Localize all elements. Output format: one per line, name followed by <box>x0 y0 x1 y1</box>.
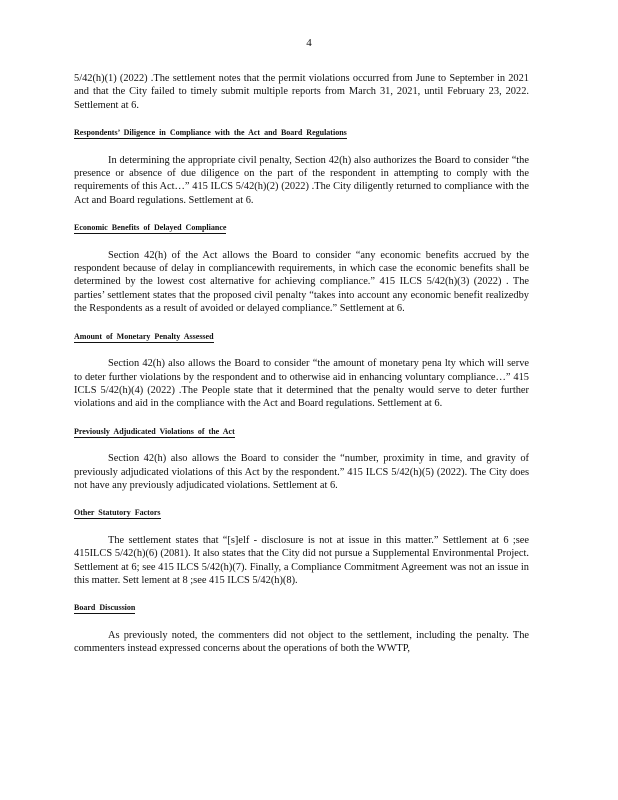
paragraph-monetary-penalty: Section 42(h) also allows the Board to consider “the amount of monetary pena lty which will serve to deter further violations by the respondent and to otherwise aid in enhancing voluntary compliance…” 415 ICLS 5/42(h)(4) (2022) .The People state that it determined that the penalty would serve to deter further violations and aid in the compliance with the Act and Board regulations. Settlement at 6. <box>74 358 529 410</box>
paragraph-board-discussion: As previously noted, the commenters did not object to the settlement, including the penalty. The commenters instead expressed concerns about the operations of both the WWTP, <box>74 629 529 655</box>
section-board-discussion <box>74 601 529 614</box>
page-number: 4 <box>306 37 312 49</box>
paragraph-previously-adjudicated: Section 42(h) also allows the Board to consider the “number, proximity in time, and gravity of previously adjudicated violations of this Act by the respondent.” 415 ILCS 5/42(h)(5) (2022). The City does not have any previously adjudicated violations. Settlement at 6. <box>74 453 529 491</box>
section-heading: Economic Benefits of Delayed Compliance <box>74 223 227 233</box>
paragraph-intro: 5/42(h)(1) (2022) .The settlement notes that the permit violations occurred from June to September in 2021 and that the City failed to timely submit multiple reports from March 31, 2021, until February 23, 2022. Settlement at 6. <box>74 73 529 111</box>
section-heading: Board Discussion <box>74 603 136 613</box>
paragraph-diligence: In determining the appropriate civil penalty, Section 42(h) also authorizes the Board to consider “the presence or absence of due diligence on the part of the respondent in attempting to comply with the requirements of this Act…” 415 ILCS 5/42(h)(2) (2022) .The City diligently returned to compliance with the Act and Board regulations. Settlement at 6. <box>74 154 529 206</box>
document-body <box>74 72 529 656</box>
section-other-statutory-factors <box>74 506 529 519</box>
section-heading: Previously Adjudicated Violations of the Act <box>74 426 235 436</box>
section-heading: Amount of Monetary Penalty Assessed <box>74 331 214 341</box>
section-respondents-diligence <box>74 126 529 139</box>
paragraph-other-statutory-factors: The settlement states that “[s]elf - disclosure is not at issue in this matter.” Settlement at 6 ;see 415ILCS 5/42(h)(6) (2081). It also states that the City did not pursue a Supplemental Environmental Project. Settlement at 6; see 415 ILCS 5/42(h)(7). Finally, a Compliance Commitment Agreement was not an issue in this matter. Sett lement at 8 ;see 415 ILCS 5/42(h)(8). <box>74 534 529 586</box>
section-economic-benefits <box>74 221 529 234</box>
section-heading: Respondents’ Diligence in Compliance with the Act and Board Regulations <box>74 128 347 138</box>
section-previously-adjudicated <box>74 425 529 438</box>
paragraph-economic-benefits: Section 42(h) of the Act allows the Board to consider “any economic benefits accrued by the respondent because of delay in compliancewith requirements, in which case the economic benefits shall be determined by the lowest cost alternative for achieving compliance.” 415 ILCS 5/42(h)(3) (2022) . The parties’ settlement states that the proposed civil penalty “takes into account any economic benefit realizedby the Respondents as a result of avoided or delayed compliance.” Settlement at 6. <box>74 249 529 315</box>
section-heading: Other Statutory Factors <box>74 508 161 518</box>
section-monetary-penalty <box>74 330 529 343</box>
